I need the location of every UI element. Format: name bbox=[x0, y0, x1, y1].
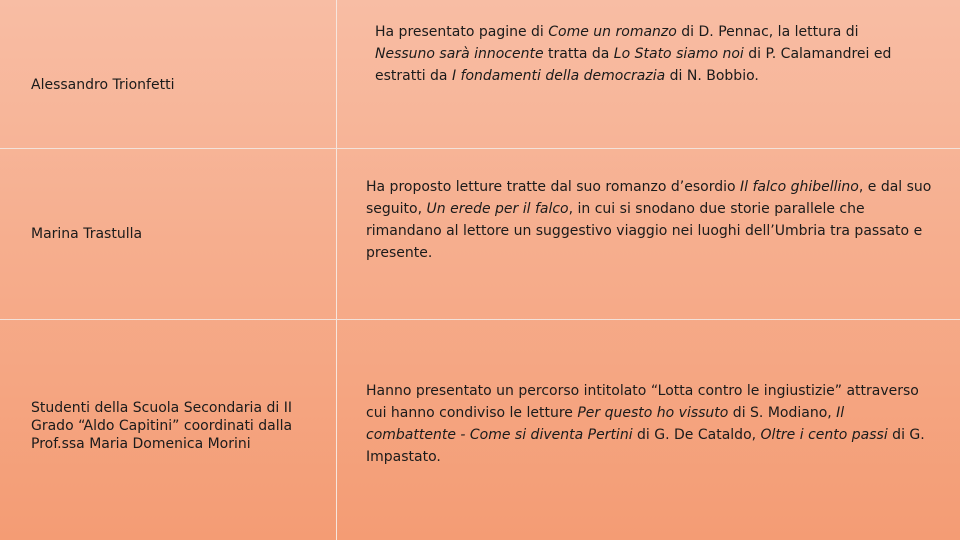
text-segment: , e dal suo seguito, bbox=[366, 179, 932, 217]
text-segment: Hanno presentato un percorso intitolato “Lotta contro le ingiustizie” attraverso cui hanno condiviso le letture bbox=[366, 383, 919, 421]
description-cell bbox=[337, 320, 960, 540]
title-italic: Il falco ghibellino bbox=[740, 179, 859, 195]
title-italic: I fondamenti della democrazia bbox=[451, 68, 666, 84]
text-segment: di D. Pennac, la lettura di bbox=[676, 24, 859, 40]
text-segment: di G. Impastato. bbox=[366, 427, 925, 465]
description-text bbox=[366, 176, 936, 264]
person-name: Studenti della Scuola Secondaria di II Grado “Aldo Capitini” coordinati dalla Prof.ssa Maria Domenica Morini bbox=[31, 400, 293, 452]
title-italic: Oltre i cento passi bbox=[760, 427, 888, 443]
name-cell bbox=[0, 0, 337, 148]
description-cell bbox=[337, 0, 960, 148]
table-row bbox=[0, 0, 960, 148]
person-name: Alessandro Trionfetti bbox=[31, 77, 175, 93]
text-segment: di G. De Cataldo, bbox=[632, 427, 761, 443]
text-segment: Ha proposto letture tratte dal suo romanzo d’esordio bbox=[366, 179, 741, 195]
description-text bbox=[366, 380, 936, 468]
title-italic: Nessuno sarà innocente bbox=[375, 46, 544, 62]
description-cell bbox=[337, 149, 960, 319]
name-cell bbox=[0, 149, 337, 319]
title-italic: Lo Stato siamo noi bbox=[613, 46, 744, 62]
title-italic: Un erede per il falco bbox=[426, 201, 569, 217]
table-row bbox=[0, 148, 960, 319]
text-segment: di S. Modiano, bbox=[728, 405, 837, 421]
table-row bbox=[0, 319, 960, 540]
text-segment: tratta da bbox=[543, 46, 614, 62]
person-name: Marina Trastulla bbox=[31, 226, 143, 242]
title-italic: Il combattente - Come si diventa Pertini bbox=[366, 405, 845, 443]
text-segment: Ha presentato pagine di bbox=[375, 24, 549, 40]
name-cell bbox=[0, 320, 337, 540]
text-segment: , in cui si snodano due storie parallele che rimandano al lettore un suggestivo viaggio nei luoghi dell’Umbria tra passato e presente. bbox=[366, 201, 923, 261]
text-segment: di P. Calamandrei ed estratti da bbox=[375, 46, 892, 84]
text-segment: di N. Bobbio. bbox=[665, 68, 759, 84]
description-text bbox=[375, 21, 900, 87]
title-italic: Per questo ho vissuto bbox=[577, 405, 729, 421]
title-italic: Come un romanzo bbox=[548, 24, 677, 40]
